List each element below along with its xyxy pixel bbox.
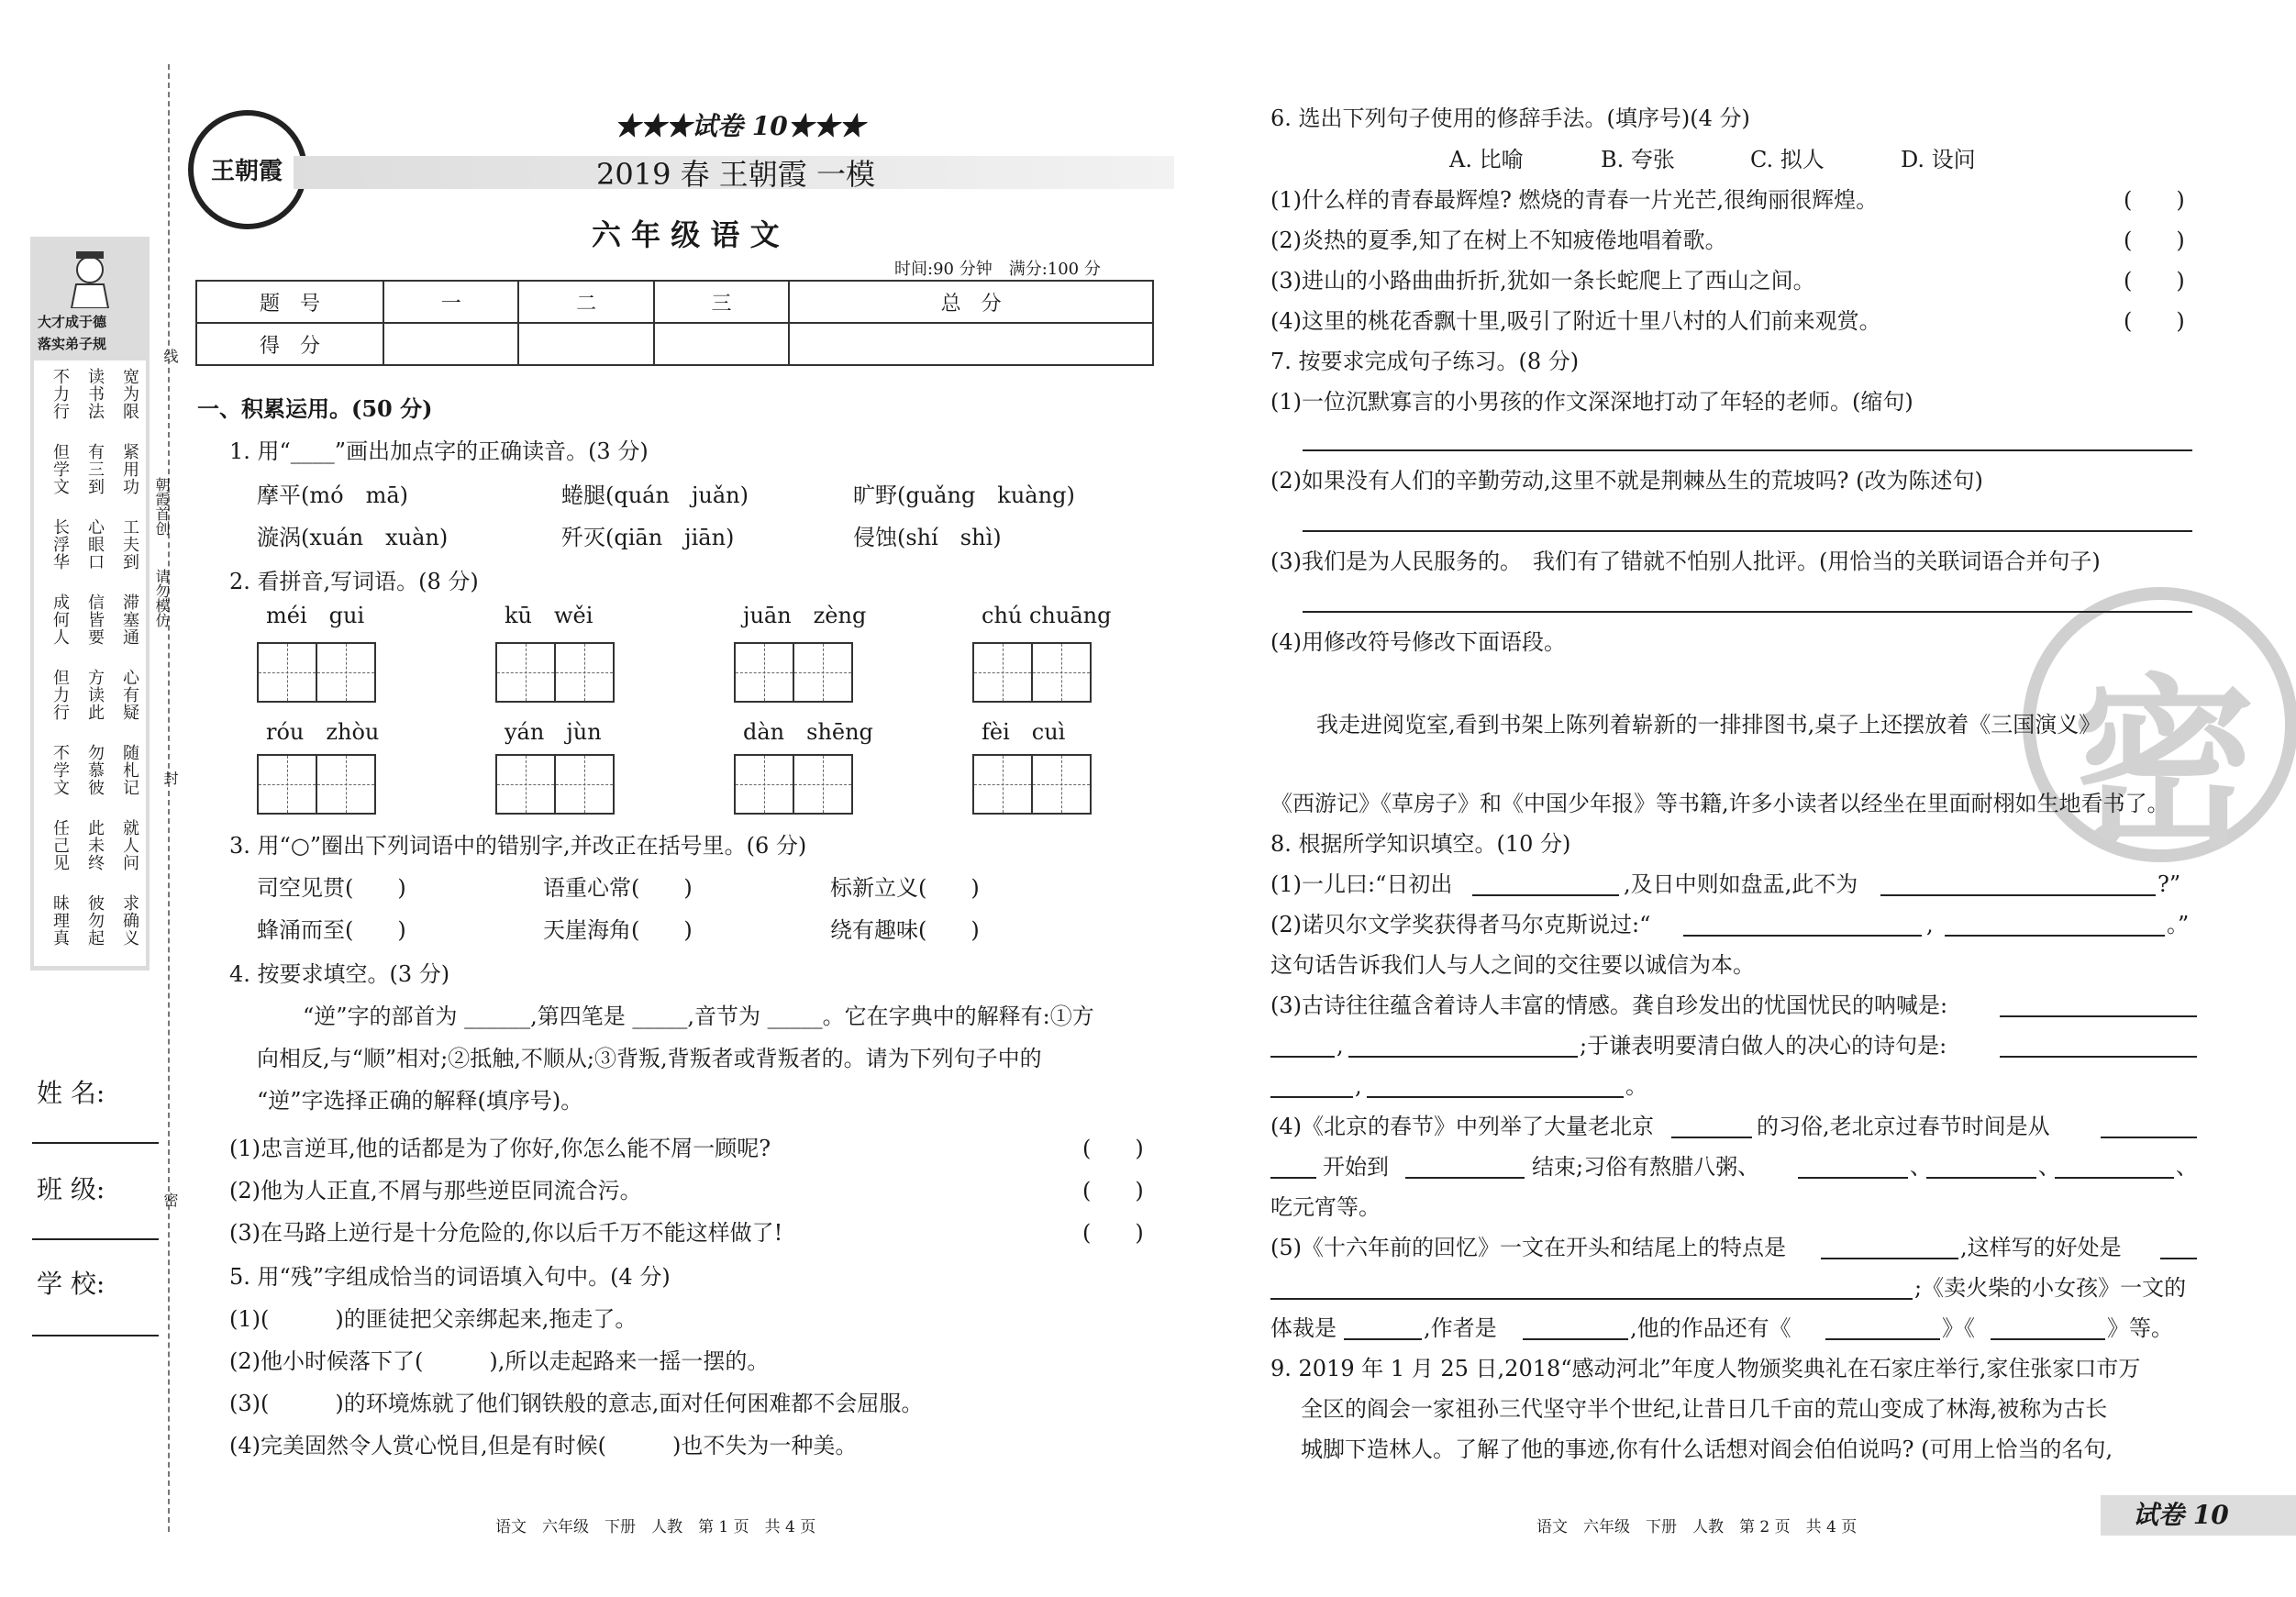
section-1-title: 一、积累运用。(50 分) <box>197 395 433 422</box>
answer-bracket[interactable]: ( ) <box>2124 268 2185 294</box>
writing-grid-box[interactable] <box>554 754 615 815</box>
binding-dashed-line <box>168 64 170 1532</box>
brand-logo <box>188 110 307 229</box>
q1-item: 蜷腿(quán juǎn) <box>561 482 749 508</box>
blank-line[interactable] <box>2000 1056 2197 1058</box>
proverb-column: 滞塞通 <box>120 593 139 646</box>
proverb-column: 就人问 <box>120 819 139 871</box>
pinyin-label: kū wěi <box>505 603 593 628</box>
q3-item: 天崖海角( ) <box>543 917 693 943</box>
q7-prompt: 7. 按要求完成句子练习。(8 分) <box>1270 349 1580 374</box>
proverb-column: 彼勿起 <box>85 894 105 947</box>
pinyin-label: dàn shēng <box>743 719 873 745</box>
pinyin-label: yán jùn <box>505 719 602 745</box>
proverb-column: 心有疑 <box>120 669 139 721</box>
q8-text: 。” <box>2167 912 2190 937</box>
q6-option: B. 夸张 <box>1601 147 1675 172</box>
q8-text: 。 <box>1625 1073 1647 1099</box>
q8-text: ;《卖火柴的小女孩》一文的 <box>1914 1275 2187 1301</box>
q8-text: 的习俗,老北京过春节时间是从 <box>1757 1114 2050 1139</box>
q3-prompt: 3. 用“○”圈出下列词语中的错别字,并改正在括号里。(6 分) <box>229 833 807 859</box>
writing-grid-box[interactable] <box>1031 642 1092 703</box>
pinyin-label: fèi cuì <box>982 719 1066 745</box>
q1-item: 侵蚀(shí shì) <box>853 525 1002 550</box>
score-header-cell: 一 <box>383 281 518 323</box>
writing-grid-box[interactable] <box>793 754 853 815</box>
proverb-column: 紧用功 <box>120 443 139 495</box>
seal-line-1: 大才成于德 <box>38 314 107 330</box>
q1-item: 旷野(guǎng kuàng) <box>853 482 1075 508</box>
q8-text: 体裁是 <box>1270 1315 1337 1341</box>
q8-text: ?” <box>2157 871 2181 897</box>
writing-grid-box[interactable] <box>972 754 1033 815</box>
q1-item: 歼灭(qiān jiān) <box>561 525 735 550</box>
proverb-column: 昧理真 <box>50 894 70 947</box>
pinyin-label: juān zèng <box>743 603 867 628</box>
blank-line[interactable] <box>2000 1015 2197 1017</box>
proverb-column: 有三到 <box>85 443 105 495</box>
q1-prompt: 1. 用“____”画出加点字的正确读音。(3 分) <box>229 438 649 464</box>
q6-item: (1)什么样的青春最辉煌? 燃烧的青春一片光芒,很绚丽很辉煌。 <box>1270 187 1879 213</box>
seal-line-2: 落实弟子规 <box>38 336 107 352</box>
q8-text: 、 <box>1910 1154 1932 1180</box>
exam-title: 2019 春 王朝霞 一模 <box>596 157 875 192</box>
proverb-column: 方读此 <box>85 669 105 721</box>
q3-item: 绕有趣味( ) <box>830 917 980 943</box>
proverb-column: 不力行 <box>50 368 70 420</box>
name-field[interactable] <box>32 1142 159 1144</box>
q3-item: 司空见贯( ) <box>257 875 406 901</box>
writing-grid-box[interactable] <box>316 754 376 815</box>
q5-item: (4)完美固然令人赏心悦目,但是有时候( )也不失为一种美。 <box>229 1433 858 1458</box>
q8-text: 开始到 <box>1323 1154 1389 1180</box>
q8-text: 结束;习俗有熬腊八粥、 <box>1532 1154 1760 1180</box>
q6-prompt: 6. 选出下列句子使用的修辞手法。(填序号)(4 分) <box>1270 105 1750 131</box>
score-cell[interactable] <box>654 323 789 365</box>
q9-text: 全区的阎会一家祖孙三代坚守半个世纪,让昔日几千亩的荒山变成了林海,被称为古长 <box>1301 1396 2108 1422</box>
answer-bracket[interactable]: ( ) <box>2124 187 2185 213</box>
blank-line[interactable] <box>1991 1338 2105 1340</box>
blank-line[interactable] <box>1880 894 2156 896</box>
blank-line[interactable] <box>1798 1177 1908 1179</box>
score-cell[interactable] <box>518 323 653 365</box>
scholar-illustration-icon <box>58 244 122 308</box>
score-cell[interactable] <box>383 323 518 365</box>
page-1-footer: 语文 六年级 下册 人教 第 1 页 共 4 页 <box>495 1518 816 1536</box>
q1-item: 漩涡(xuán xuàn) <box>257 525 449 550</box>
score-cell[interactable] <box>789 323 1153 365</box>
proverb-column: 任己见 <box>50 819 70 871</box>
proverb-column: 成何人 <box>50 593 70 646</box>
score-header-cell: 总 分 <box>789 281 1153 323</box>
q4-item: (3)在马路上逆行是十分危险的,你以后千万不能这样做了! <box>229 1220 783 1246</box>
q5-item: (2)他小时候落下了( ),所以走起路来一摇一摆的。 <box>229 1348 770 1374</box>
q8-text: 》《 <box>1942 1315 1975 1341</box>
blank-line[interactable] <box>1270 1177 1316 1179</box>
margin-note-original: 朝霞首创 <box>153 477 171 536</box>
proverb-panel <box>34 360 146 966</box>
q4-item: (2)他为人正直,不屑与那些逆臣同流合污。 <box>229 1178 642 1203</box>
writing-grid-box[interactable] <box>734 754 794 815</box>
blank-line[interactable] <box>1825 1338 1940 1340</box>
brand-logo-text: 王朝霞 <box>210 158 283 185</box>
writing-grid-box[interactable] <box>257 642 317 703</box>
proverb-column: 随札记 <box>120 744 139 796</box>
score-header-cell: 三 <box>654 281 789 323</box>
q8-text: (4)《北京的春节》中列举了大量老北京 <box>1270 1114 1654 1139</box>
proverb-column: 宽为限 <box>120 368 139 420</box>
paper-number: ★★★试卷 10★★★ <box>615 111 865 141</box>
q7-paragraph: 我走进阅览室,看到书架上陈列着崭新的一排排图书,桌子上还摆放着《三国演义》 <box>1316 712 2102 738</box>
proverb-column: 工夫到 <box>120 518 139 571</box>
subject-title: 六 年 级 语 文 <box>592 217 780 252</box>
q4-paragraph: 向相反,与“顺”相对;②抵触,不顺从;③背叛,背叛者或背叛者的。请为下列句子中的 <box>257 1046 1042 1071</box>
margin-mark-line: 线 <box>161 349 179 363</box>
proverb-column: 心眼口 <box>85 518 105 571</box>
q8-text: 、 <box>2176 1154 2198 1180</box>
q4-paragraph: “逆”字的部首为 ______,第四笔是 _____,音节为 _____。它在字典中的解释有:①方 <box>303 1004 1094 1029</box>
score-table-header-row <box>196 281 1153 323</box>
blank-line[interactable] <box>1344 1338 1422 1340</box>
q6-option: D. 设问 <box>1901 147 1976 172</box>
q9-text: 城脚下造林人。了解了他的事迹,你有什么话想对阎会伯伯说吗? (可用上恰当的名句, <box>1301 1436 2113 1462</box>
q6-option: C. 拟人 <box>1750 147 1825 172</box>
writing-grid-box[interactable] <box>734 642 794 703</box>
name-label: 姓 名: <box>37 1078 105 1108</box>
q8-prompt: 8. 根据所学知识填空。(10 分) <box>1270 831 1571 857</box>
proverb-column: 长浮华 <box>50 518 70 571</box>
blank-line[interactable] <box>2055 1177 2174 1179</box>
q8-text: (5)《十六年前的回忆》一文在开头和结尾上的特点是 <box>1270 1235 1786 1260</box>
blank-line[interactable] <box>1926 1177 2036 1179</box>
answer-bracket[interactable]: ( ) <box>2124 227 2185 253</box>
time-info: 时间:90 分钟 满分:100 分 <box>894 260 1101 279</box>
q6-item: (4)这里的桃花香飘十里,吸引了附近十里八村的人们前来观赏。 <box>1270 308 1881 334</box>
q8-text: ,作者是 <box>1424 1315 1497 1341</box>
q8-text: , <box>1337 1033 1344 1059</box>
stamp-char: 密 <box>2072 657 2257 872</box>
blank-line[interactable] <box>1270 1298 1913 1300</box>
q8-text: (2)诺贝尔文学奖获得者马尔克斯说过:“ <box>1270 912 1651 937</box>
q8-text: (1)一儿曰:“日初出 <box>1270 871 1453 897</box>
sidebar-panel <box>30 237 150 970</box>
q1-item: 摩平(mó mā) <box>257 482 408 508</box>
page-2-footer: 语文 六年级 下册 人教 第 2 页 共 4 页 <box>1536 1518 1858 1536</box>
writing-grid-box[interactable] <box>257 754 317 815</box>
q7-item: (3)我们是为人民服务的。 我们有了错就不怕别人批评。(用恰当的关联词语合并句子) <box>1270 549 2101 574</box>
blank-line[interactable] <box>2160 1258 2197 1259</box>
corner-tag: 试卷 10 <box>2133 1500 2229 1530</box>
q3-item: 蜂涌而至( ) <box>257 917 406 943</box>
blank-line[interactable] <box>1523 1338 1628 1340</box>
q8-text: (3)古诗往往蕴含着诗人丰富的情感。龚自珍发出的忧国忧民的呐喊是: <box>1270 993 1948 1018</box>
blank-line[interactable] <box>1821 1258 1958 1259</box>
pinyin-label: róu zhòu <box>266 719 380 745</box>
q3-item: 语重心常( ) <box>543 875 693 901</box>
writing-grid-box[interactable] <box>316 642 376 703</box>
q6-item: (2)炎热的夏季,知了在树上不知疲倦地唱着歌。 <box>1270 227 1727 253</box>
writing-grid-box[interactable] <box>554 642 615 703</box>
margin-mark-secret: 密 <box>161 1192 179 1207</box>
answer-line[interactable] <box>1303 611 2192 613</box>
class-field[interactable] <box>32 1238 159 1240</box>
q8-text: ;于谦表明要清白做人的决心的诗句是: <box>1580 1033 1947 1059</box>
blank-line[interactable] <box>1367 1096 1624 1098</box>
q6-option: A. 比喻 <box>1449 147 1524 172</box>
margin-note-no-copy: 请勿模仿 <box>153 569 171 627</box>
pinyin-label: chú chuāng <box>982 603 1112 628</box>
q2-prompt: 2. 看拼音,写词语。(8 分) <box>229 569 479 594</box>
proverb-column: 读书法 <box>85 368 105 420</box>
q4-paragraph: “逆”字选择正确的解释(填序号)。 <box>257 1088 583 1114</box>
q5-prompt: 5. 用“残”字组成恰当的词语填入句中。(4 分) <box>229 1264 671 1290</box>
writing-grid-box[interactable] <box>972 642 1033 703</box>
proverb-column: 勿慕彼 <box>85 744 105 796</box>
q7-paragraph: 《西游记》《草房子》和《中国少年报》等书籍,许多小读者以经坐在里面耐栩如生地看书了。 <box>1270 791 2169 816</box>
writing-grid-box[interactable] <box>495 754 556 815</box>
proverb-column: 此未终 <box>85 819 105 871</box>
blank-line[interactable] <box>1270 1056 1335 1058</box>
blank-line[interactable] <box>1671 1137 1752 1138</box>
score-table <box>195 280 1154 366</box>
q7-item: (4)用修改符号修改下面语段。 <box>1270 629 1566 655</box>
answer-bracket[interactable]: ( ) <box>1082 1220 1144 1246</box>
proverb-column: 但力行 <box>50 669 70 721</box>
q3-item: 标新立义( ) <box>830 875 980 901</box>
blank-line[interactable] <box>1683 935 1922 937</box>
q8-text: 吃元宵等。 <box>1270 1194 1381 1220</box>
score-row-label: 得 分 <box>196 323 383 365</box>
q8-text: ,他的作品还有《 <box>1630 1315 1791 1341</box>
blank-line[interactable] <box>1945 935 2165 937</box>
writing-grid-box[interactable] <box>1031 754 1092 815</box>
blank-line[interactable] <box>1270 1096 1353 1098</box>
q7-item: (1)一位沉默寡言的小男孩的作文深深地打动了年轻的老师。(缩句) <box>1270 389 1913 415</box>
writing-grid-box[interactable] <box>495 642 556 703</box>
answer-line[interactable] <box>1303 449 2192 451</box>
proverb-column: 信皆要 <box>85 593 105 646</box>
score-header-cell: 二 <box>518 281 653 323</box>
q4-prompt: 4. 按要求填空。(3 分) <box>229 961 450 987</box>
blank-line[interactable] <box>1348 1056 1578 1058</box>
answer-bracket[interactable]: ( ) <box>1082 1178 1144 1203</box>
blank-line[interactable] <box>1405 1177 1525 1179</box>
q9-text: 9. 2019 年 1 月 25 日,2018“感动河北”年度人物颁奖典礼在石家庄举行,家住张家口市万 <box>1270 1356 2141 1381</box>
score-table-row <box>196 323 1153 365</box>
proverb-column: 不学文 <box>50 744 70 796</box>
writing-grid-box[interactable] <box>793 642 853 703</box>
q8-text: 、 <box>2038 1154 2060 1180</box>
school-field[interactable] <box>32 1335 159 1336</box>
q5-item: (3)( )的环境炼就了他们钢铁般的意志,面对任何困难都不会屈服。 <box>229 1391 924 1416</box>
q8-text: ,这样写的好处是 <box>1960 1235 2122 1260</box>
q8-text: , <box>1355 1073 1362 1099</box>
margin-mark-seal: 封 <box>161 771 179 785</box>
blank-line[interactable] <box>1472 894 1619 896</box>
q8-text: ,及日中则如盘盂,此不为 <box>1624 871 1858 897</box>
answer-bracket[interactable]: ( ) <box>1082 1136 1144 1161</box>
q7-item: (2)如果没有人们的辛勤劳动,这里不就是荆棘丛生的荒坡吗? (改为陈述句) <box>1270 468 1983 494</box>
blank-line[interactable] <box>2101 1137 2197 1138</box>
class-label: 班 级: <box>37 1174 105 1204</box>
q8-text: 这句话告诉我们人与人之间的交往要以诚信为本。 <box>1270 952 1755 978</box>
school-label: 学 校: <box>37 1269 105 1299</box>
q5-item: (1)( )的匪徒把父亲绑起来,拖走了。 <box>229 1306 638 1332</box>
pinyin-label: méi gui <box>266 603 365 628</box>
answer-line[interactable] <box>1303 530 2192 532</box>
score-header-cell: 题 号 <box>196 281 383 323</box>
proverb-column: 但学文 <box>50 443 70 495</box>
q8-text: 》等。 <box>2107 1315 2173 1341</box>
answer-bracket[interactable]: ( ) <box>2124 308 2185 334</box>
proverb-column: 求确义 <box>120 894 139 947</box>
q6-item: (3)进山的小路曲曲折折,犹如一条长蛇爬上了西山之间。 <box>1270 268 1815 294</box>
q8-text: , <box>1926 912 1934 937</box>
q4-item: (1)忠言逆耳,他的话都是为了你好,你怎么能不屑一顾呢? <box>229 1136 771 1161</box>
